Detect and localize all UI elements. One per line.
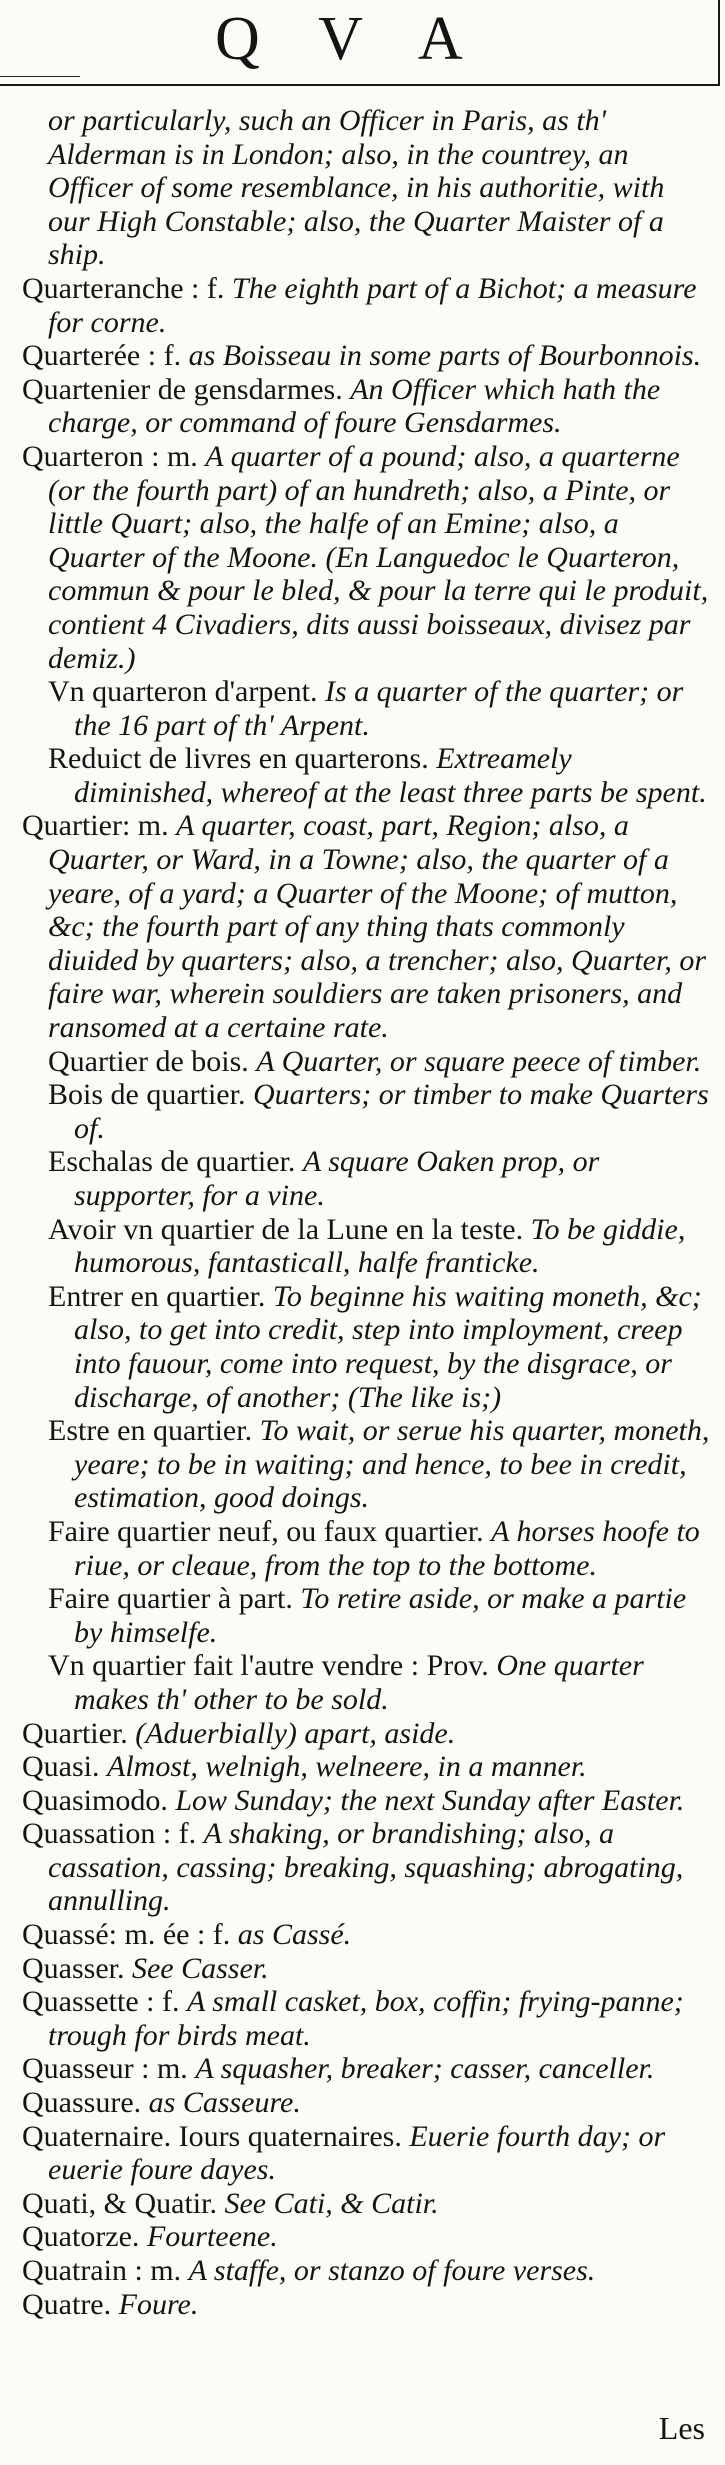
entry-definition: A Quarter, or square peece of timber. [256,1044,702,1078]
page-header [0,0,720,86]
dictionary-subentry [22,675,712,742]
entry-definition: A small casket, box, coffin; frying-panne; trough for birds meat. [48,1985,684,2052]
entry-headword: Quasi. [22,1750,100,1784]
entry-definition: One quarter makes th' other to be sold. [74,1649,644,1716]
entry-definition: To retire aside, or make a partie by himselfe. [74,1582,687,1649]
entry-headword: Quaternaire. Iours quaternaires. [22,2119,402,2153]
entry-headword: Faire quartier neuf, ou faux quartier. [48,1514,484,1548]
entry-headword: Quarterée : f. [22,339,182,373]
entry-headword: Quatorze. [22,2220,140,2254]
entry-definition: (Aduerbially) apart, aside. [135,1716,456,1750]
entry-definition: To be giddie, humorous, fantasticall, halfe franticke. [74,1212,686,1280]
dictionary-entry [22,2254,712,2288]
entry-definition: as Cassé. [237,1918,352,1952]
entry-headword: Quartier: m. [22,809,169,843]
dictionary-entry [22,2086,712,2120]
entry-headword: Entrer en quartier. [48,1279,266,1313]
entry-headword: Estre en quartier. [48,1414,253,1448]
entry-definition: Fourteene. [146,2220,278,2254]
entry-headword: Bois de quartier. [48,1078,246,1112]
dictionary-subentry [22,1145,712,1212]
dictionary-entry [22,104,712,272]
entry-headword: Quatrain : m. [22,2254,182,2287]
dictionary-entry [22,272,712,339]
entry-definition: A square Oaken prop, or supporter, for a vine. [74,1145,600,1212]
entry-headword: Avoir vn quartier de la Lune en la teste. [48,1212,524,1246]
entry-definition: Euerie fourth day; or euerie foure dayes. [48,2119,666,2187]
entry-definition: A quarter of a pound; also, a quarterne (or the fourth part) of an hundreth; also, a Pinte, or little Quart; also, the halfe of an Emine; also, a Quarter of the Moone. (En Languedoc le Quarteron, commun & pour le bled, & pour la terre qui le produit, contient 4 Civadiers, dits aussi boisseaux, divisez par demiz.) [48,439,709,675]
entry-definition: A squasher, breaker; casser, canceller. [195,2052,655,2086]
entry-headword: Quasser. [22,1951,125,1985]
entry-definition: See Casser. [131,1951,269,1985]
dictionary-entry [22,1817,712,1918]
dictionary-entry [22,2220,712,2254]
entry-headword: Quarteranche : f. [22,271,225,305]
entry-definition: Low Sunday; the next Sunday after Easter. [175,1783,685,1817]
entry-headword: Reduict de livres en quarterons. [48,742,429,776]
entry-definition: An Officer which hath the charge, or command of foure Gensdarmes. [48,372,661,440]
header-rule [0,76,80,77]
dictionary-entry [22,440,712,675]
entry-definition: A horses hoofe to riue, or cleaue, from the top to the bottome. [74,1514,700,1582]
entry-headword: Quasimodo. [22,1783,168,1817]
dictionary-entries [22,104,712,2321]
entry-headword: Quassation : f. [22,1817,197,1851]
dictionary-subentry [22,1213,712,1280]
dictionary-entry [22,339,712,373]
entry-headword: Quarteron : m. [22,439,198,473]
entry-headword: Quartenier de gensdarmes. [22,372,343,406]
dictionary-subentry [22,1414,712,1515]
entry-headword: Quassure. [22,2086,142,2120]
dictionary-subentry [22,1078,712,1145]
dictionary-entry [22,1750,712,1784]
dictionary-subentry [22,742,712,809]
running-head: Q V A [215,5,485,73]
dictionary-entry [22,1918,712,1952]
entry-headword: Quartier. [22,1716,128,1750]
dictionary-entry [22,1784,712,1818]
entry-headword: Quatre. [22,2287,112,2321]
entry-definition: To beginne his waiting moneth, &c; also, to get into credit, step into imployment, creep into fauour, come into request, by the disgrace, or discharge, of another; (The like is;) [74,1279,702,1414]
entry-headword: Quassette : f. [22,1985,180,2019]
dictionary-subentry [22,1280,712,1414]
entry-definition: Foure. [118,2287,199,2321]
dictionary-subentry [22,1045,712,1079]
entry-definition: Quarters; or timber to make Quarters of. [74,1078,709,1145]
entry-definition: or particularly, such an Officer in Paris, as th' Alderman is in London; also, in the countrey, an Officer of some resemblance, in his authoritie, with our High Constable; also, the Quarter Maister of a ship. [48,104,665,272]
entry-headword: Quasseur : m. [22,2052,188,2086]
dictionary-entry [22,2288,712,2322]
entry-definition: A staffe, or stanzo of foure verses. [188,2254,596,2287]
entry-headword: Vn quartier fait l'autre vendre : Prov. [48,1649,489,1683]
catchword: Les [658,2410,705,2446]
entry-definition: See Cati, & Catir. [224,2186,439,2220]
entry-headword: Faire quartier à part. [48,1582,293,1616]
dictionary-entry [22,1952,712,1986]
dictionary-subentry [22,1515,712,1582]
dictionary-entry [22,2187,712,2221]
entry-definition: The eighth part of a Bichot; a measure for corne. [48,271,697,339]
dictionary-entry [22,1717,712,1751]
dictionary-entry [22,373,712,440]
entry-headword: Quassé: m. ée : f. [22,1918,231,1952]
dictionary-subentry [22,1582,712,1649]
entry-definition: A shaking, or brandishing; also, a cassation, cassing; breaking, squashing; abrogating, annulling. [48,1817,684,1918]
entry-headword: Quati, & Quatir. [22,2186,217,2220]
entry-headword: Eschalas de quartier. [48,1145,296,1179]
dictionary-entry [22,2120,712,2187]
dictionary-subentry [22,1649,712,1716]
entry-definition: as Casseure. [148,2086,301,2120]
entry-definition: Is a quarter of the quarter; or the 16 part of th' Arpent. [74,675,684,742]
entry-definition: To wait, or serue his quarter, moneth, yeare; to be in waiting; and hence, to bee in credit, estimation, good doings. [74,1414,710,1515]
entry-definition: as Boisseau in some parts of Bourbonnois. [188,339,702,373]
entry-definition: Almost, welnigh, welneere, in a manner. [107,1750,587,1784]
entry-headword: Quartier de bois. [48,1044,249,1078]
dictionary-entry [22,809,712,1044]
entry-definition: A quarter, coast, part, Region; also, a Quarter, or Ward, in a Towne; also, the quarter of a yeare, of a yard; a Quarter of the Moone; of mutton, &c; the fourth part of any thing thats commonly diuided by quarters; also, a trencher; also, Quarter, or faire war, wherein souldiers are taken prisoners, and ransomed at a certaine rate. [48,809,707,1045]
dictionary-entry [22,1985,712,2052]
entry-headword: Vn quarteron d'arpent. [48,675,318,709]
entry-definition: Extreamely diminished, whereof at the least three parts be spent. [74,742,707,809]
dictionary-entry [22,2052,712,2086]
